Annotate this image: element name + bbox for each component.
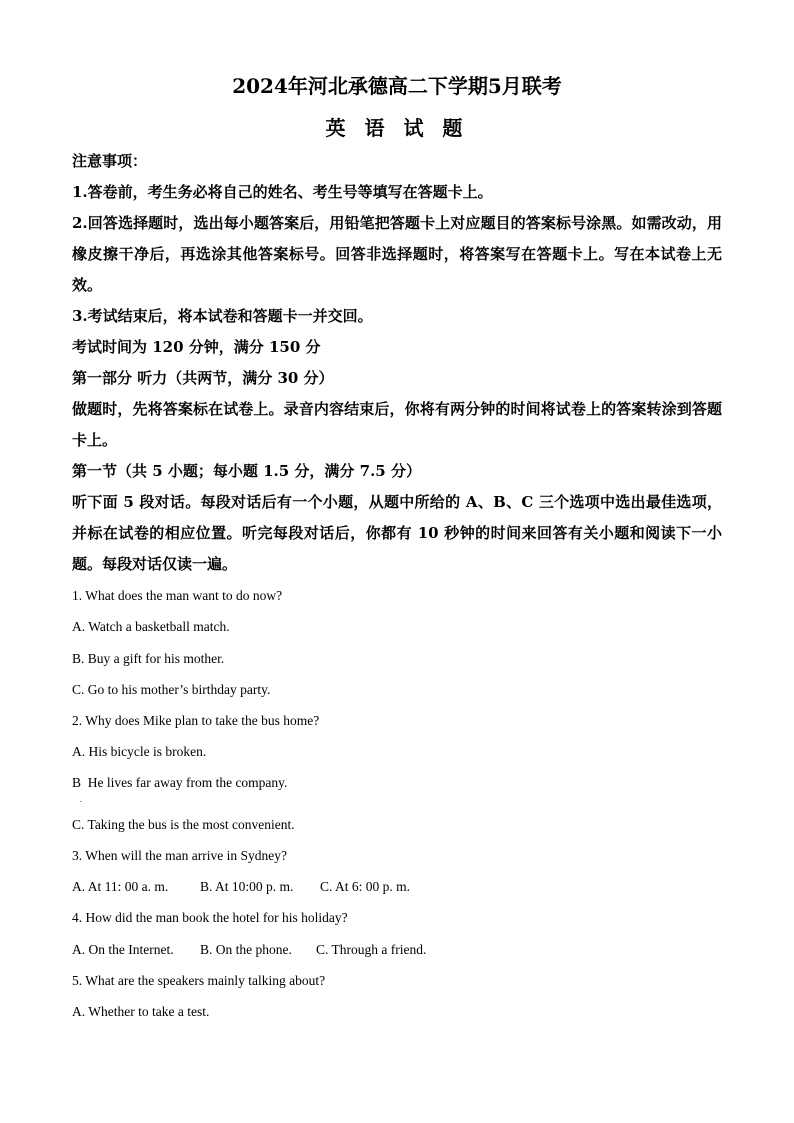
note-item-1: 1.答卷前，考生务必将自己的姓名、考生号等填写在答题卡上。 (72, 183, 493, 201)
notes-heading: 注意事项： (72, 152, 148, 170)
question-4-options (72, 940, 426, 960)
question-4-stem: 4. How did the man book the hotel for his holiday? (72, 910, 348, 925)
part1-instructions: 做题时，先将答案标在试卷上。录音内容结束后，你将有两分钟的时间将试卷上的答案转涂到答题卡上。 (72, 400, 722, 449)
question-1-option-b: B. Buy a gift for his mother. (72, 651, 225, 666)
question-3-stem: 3. When will the man arrive in Sydney? (72, 848, 287, 863)
section1-heading: 第一节（共 5 小题；每小题 1.5 分，满分 7.5 分） (72, 462, 421, 480)
stray-dot-mark: . (80, 795, 82, 804)
section1-instructions: 听下面 5 段对话。每段对话后有一个小题，从题中所给的 A、B、C 三个选项中选出最佳选项，并标在试卷的相应位置。听完每段对话后，你都有 10 秒钟的时间来回答有关小题和阅读下一小题。每段对话仅读一遍。 (72, 493, 722, 573)
question-3-options (72, 877, 410, 897)
question-3-option-a: A. At 11: 00 a. m. (72, 879, 169, 894)
note-item-3: 3.考试结束后，将本试卷和答题卡一并交回。 (72, 307, 373, 325)
question-1-option-c: C. Go to his mother’s birthday party. (72, 682, 271, 697)
exam-subject-title: 英 语 试 题 (325, 116, 469, 140)
question-4-option-b: B. On the phone. (200, 942, 292, 957)
question-2-stem: 2. Why does Mike plan to take the bus home? (72, 713, 320, 728)
exam-time-info: 考试时间为 120 分钟，满分 150 分 (72, 338, 321, 356)
question-5-option-a: A. Whether to take a test. (72, 1004, 210, 1019)
question-1-stem: 1. What does the man want to do now? (72, 588, 283, 603)
exam-title: 2024年河北承德高二下学期5月联考 (232, 74, 562, 98)
question-1-option-a: A. Watch a basketball match. (72, 619, 230, 634)
question-3-option-b: B. At 10:00 p. m. (200, 879, 294, 894)
question-2-option-b: B He lives far away from the company. (72, 775, 288, 790)
question-3-option-c: C. At 6: 00 p. m. (320, 879, 411, 894)
question-4-option-c: C. Through a friend. (316, 942, 427, 957)
part1-heading: 第一部分 听力（共两节，满分 30 分） (72, 369, 334, 387)
question-2-option-c: C. Taking the bus is the most convenient. (72, 817, 295, 832)
question-4-option-a: A. On the Internet. (72, 942, 174, 957)
question-5-stem: 5. What are the speakers mainly talking about? (72, 973, 326, 988)
question-2-option-a: A. His bicycle is broken. (72, 744, 207, 759)
note-item-2: 2.回答选择题时，选出每小题答案后，用铅笔把答题卡上对应题目的答案标号涂黑。如需改动，用橡皮擦干净后，再选涂其他答案标号。回答非选择题时，将答案写在答题卡上。写在本试卷上无效。 (72, 214, 722, 294)
